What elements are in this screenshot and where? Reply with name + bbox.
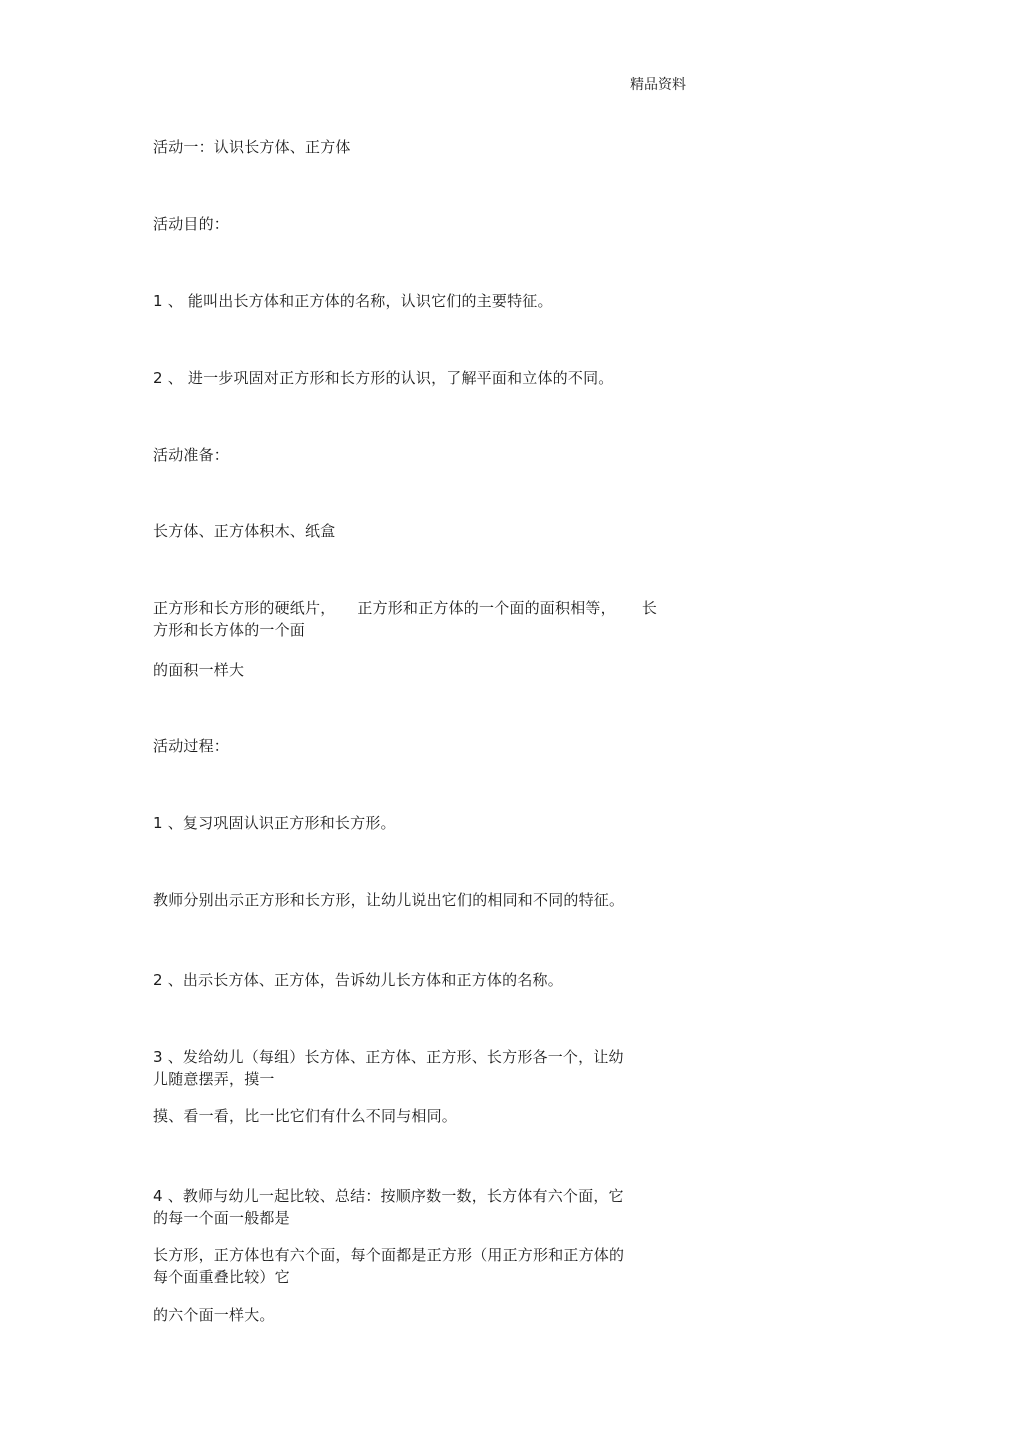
goal-item-2: 2 、 进一步巩固对正方形和长方形的认识，了解平面和立体的不同。 bbox=[153, 369, 614, 387]
process-heading: 活动过程： bbox=[153, 737, 230, 755]
step-item-4-line-3: 长方形，正方体也有六个面，每个面都是正方形（用正方形和正方体的 bbox=[153, 1246, 625, 1264]
step-item-3-line-2: 儿随意摆弄，摸一 bbox=[153, 1070, 275, 1088]
prep-item-2-part-a: 正方形和长方形的硬纸片， bbox=[153, 599, 336, 617]
step-item-3-line-1: 3 、发给幼儿（每组）长方体、正方体、正方形、长方形各一个，让幼 bbox=[153, 1048, 624, 1066]
prep-item-1: 长方体、正方体积木、纸盒 bbox=[153, 522, 336, 540]
prep-item-2-line-1 bbox=[153, 598, 657, 618]
prep-item-2-line-3: 的面积一样大 bbox=[153, 661, 245, 679]
step-item-4-line-2: 的每一个面一般都是 bbox=[153, 1209, 290, 1227]
step-item-1: 1 、复习巩固认识正方形和长方形。 bbox=[153, 814, 396, 832]
step-item-4-line-5: 的六个面一样大。 bbox=[153, 1306, 275, 1324]
goals-heading: 活动目的： bbox=[153, 215, 230, 233]
step-item-4-line-1: 4 、教师与幼儿一起比较、总结：按顺序数一数，长方体有六个面，它 bbox=[153, 1187, 624, 1205]
step-item-1-detail: 教师分别出示正方形和长方形，让幼儿说出它们的相同和不同的特征。 bbox=[153, 891, 625, 909]
header-label: 精品资料 bbox=[630, 77, 686, 93]
prep-item-2-part-c: 长 bbox=[641, 599, 658, 617]
document-title: 活动一：认识长方体、正方体 bbox=[153, 138, 351, 156]
step-item-3-line-3: 摸、看一看，比一比它们有什么不同与相同。 bbox=[153, 1107, 458, 1125]
prep-item-2-line-2: 方形和长方体的一个面 bbox=[153, 621, 306, 639]
prep-heading: 活动准备： bbox=[153, 446, 230, 464]
step-item-2: 2 、出示长方体、正方体，告诉幼儿长方体和正方体的名称。 bbox=[153, 971, 563, 989]
prep-item-2-part-b: 正方形和正方体的一个面的面积相等， bbox=[357, 599, 616, 617]
step-item-4-line-4: 每个面重叠比较）它 bbox=[153, 1268, 290, 1286]
goal-item-1: 1 、 能叫出长方体和正方体的名称，认识它们的主要特征。 bbox=[153, 292, 553, 310]
